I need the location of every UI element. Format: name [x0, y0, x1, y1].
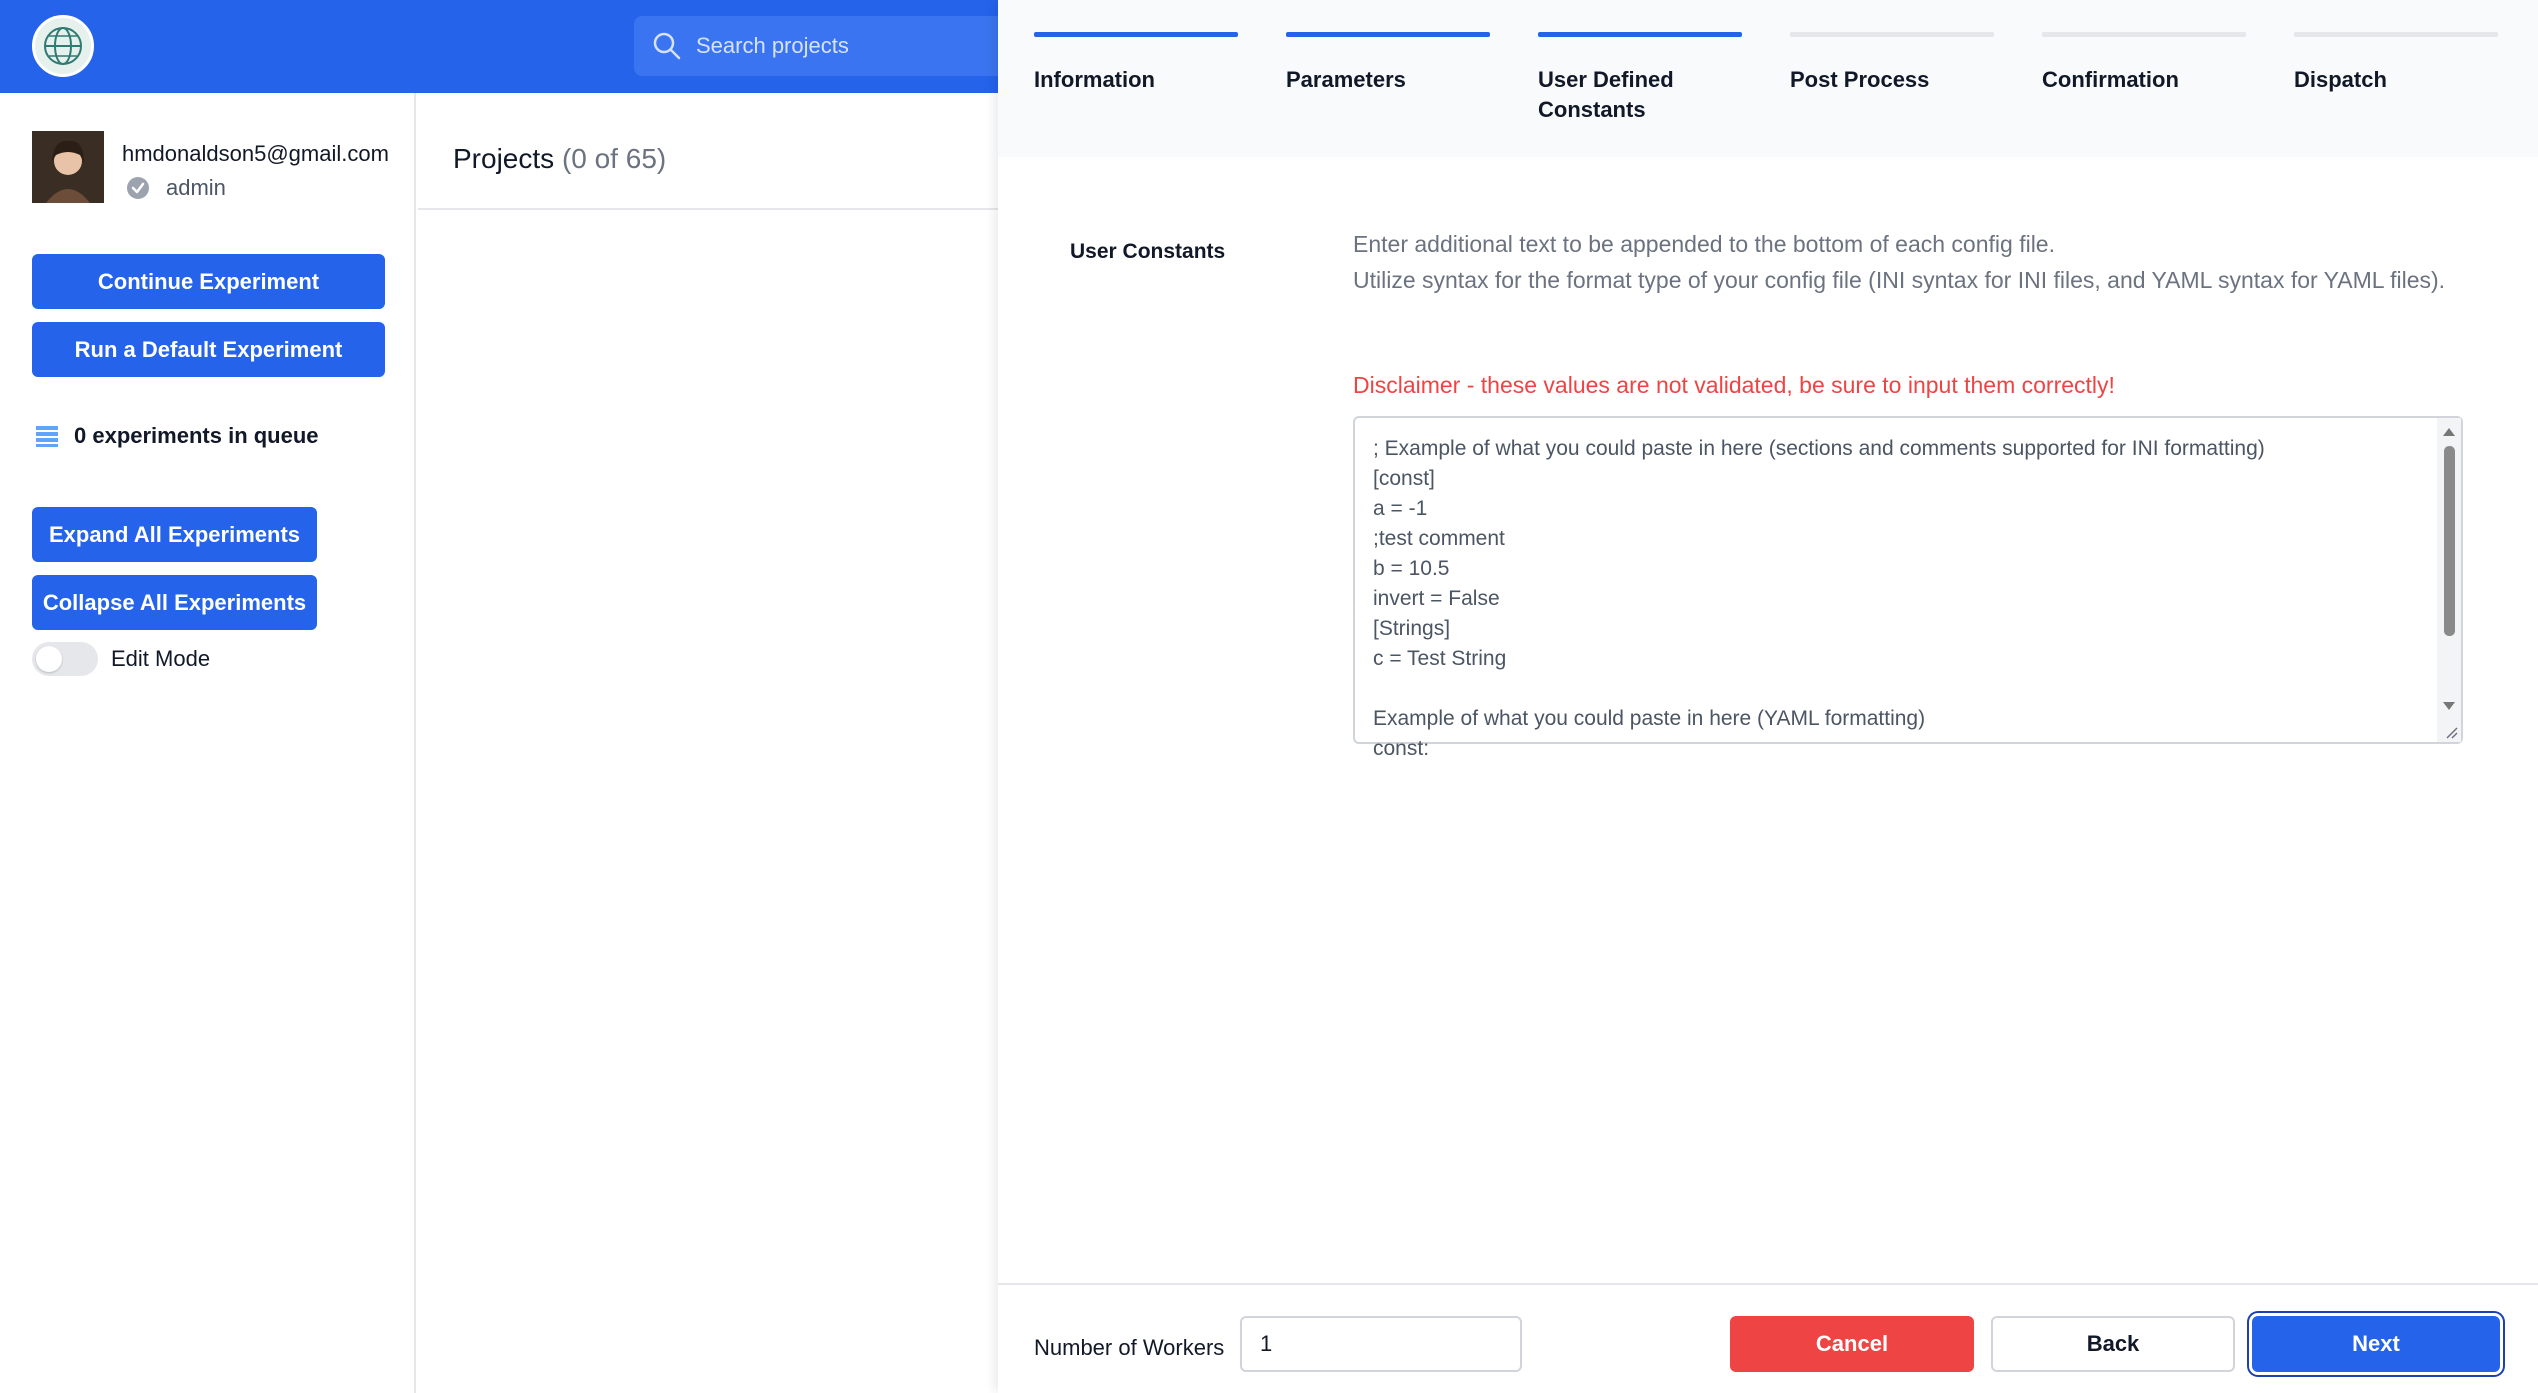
user-role [126, 175, 226, 201]
role-label: admin [166, 175, 226, 200]
projects-header [418, 93, 1000, 210]
step-progress-bar [1286, 32, 1490, 37]
scroll-down-arrow-icon[interactable] [2443, 702, 2455, 710]
step-information[interactable] [1034, 32, 1238, 95]
experiment-queue-status [36, 423, 319, 449]
verified-check-icon [126, 176, 150, 200]
search-bar[interactable] [634, 16, 1014, 76]
projects-count: (0 of 65) [561, 143, 667, 174]
step-user-defined-constants[interactable] [1538, 32, 1742, 125]
back-button[interactable]: Back [1991, 1316, 2235, 1372]
run-default-experiment-button[interactable]: Run a Default Experiment [32, 322, 385, 377]
step-post-process[interactable] [1790, 32, 1994, 95]
textarea-scrollbar[interactable] [2437, 418, 2461, 742]
step-parameters[interactable] [1286, 32, 1490, 95]
sidebar [0, 93, 416, 1393]
edit-mode-label: Edit Mode [111, 646, 211, 671]
step-progress-bar [1034, 32, 1238, 37]
step-confirmation[interactable] [2042, 32, 2246, 95]
resize-grip-icon[interactable] [2445, 726, 2459, 740]
step-dispatch[interactable] [2294, 32, 2498, 95]
avatar [32, 131, 104, 203]
wizard-footer [998, 1283, 2538, 1393]
continue-experiment-button[interactable]: Continue Experiment [32, 254, 385, 309]
wizard-steps [998, 0, 2538, 157]
globe-network-icon[interactable] [32, 15, 94, 77]
queue-count-text: 0 experiments in queue [74, 423, 319, 448]
user-email: hmdonaldson5@gmail.com [122, 141, 389, 166]
number-of-workers-input[interactable] [1240, 1316, 1522, 1372]
search-input[interactable]: Search projects [696, 33, 849, 58]
step-label: Parameters [1286, 67, 1406, 92]
step-progress-bar [1538, 32, 1742, 37]
step-label: Dispatch [2294, 67, 2387, 92]
next-button[interactable]: Next [2252, 1316, 2500, 1372]
user-constants-label: User Constants [1070, 240, 1226, 263]
cancel-button[interactable]: Cancel [1730, 1316, 1974, 1372]
description-line-2: Utilize syntax for the format type of your config file (INI syntax for INI files, and YAML syntax for YAML files). [1353, 267, 2446, 293]
step-label: User Defined Constants [1538, 67, 1674, 122]
description-line-1: Enter additional text to be appended to the bottom of each config file. [1353, 231, 2055, 257]
step-label: Information [1034, 67, 1155, 92]
edit-mode-toggle[interactable] [32, 642, 98, 676]
top-nav-bar [0, 0, 1000, 93]
step-label: Confirmation [2042, 67, 2179, 92]
textarea-placeholder: ; Example of what you could paste in here (sections and comments supported for INI formatting) [const] a = -1 ;test comment b = 10.5 invert = False [Strings] c = Test String Example of what you could paste in here (YAML formatting) const: [1373, 437, 2265, 760]
step-progress-bar [2294, 32, 2498, 37]
step-label: Post Process [1790, 67, 1930, 92]
validation-disclaimer: Disclaimer - these values are not validated, be sure to input them correctly! [1353, 372, 2115, 398]
toggle-knob [36, 646, 62, 672]
user-constants-description [1353, 226, 2473, 298]
scroll-up-arrow-icon[interactable] [2443, 428, 2455, 436]
collapse-all-experiments-button[interactable]: Collapse All Experiments [32, 575, 317, 630]
search-icon [652, 31, 682, 61]
step-progress-bar [1790, 32, 1994, 37]
projects-title [453, 143, 666, 175]
number-of-workers-label: Number of Workers [1034, 1335, 1225, 1360]
scroll-thumb[interactable] [2444, 446, 2455, 636]
user-constants-textarea[interactable] [1353, 416, 2463, 760]
expand-all-experiments-button[interactable]: Expand All Experiments [32, 507, 317, 562]
step-progress-bar [2042, 32, 2246, 37]
projects-title-text: Projects [453, 143, 555, 174]
queue-list-icon [36, 425, 58, 447]
experiment-wizard-panel [998, 0, 2538, 1393]
